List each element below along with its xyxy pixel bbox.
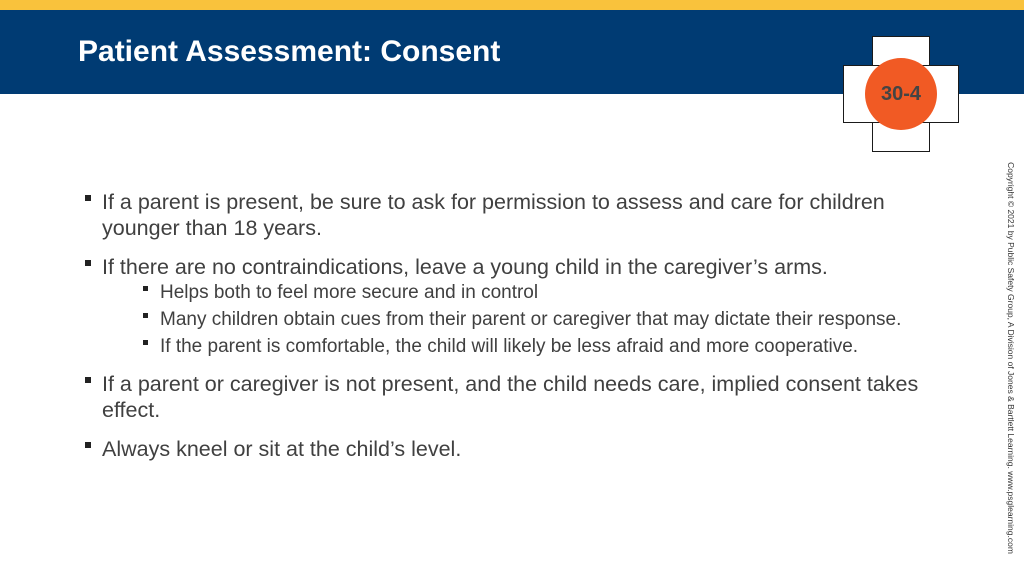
slide-number: 30-4 <box>880 82 922 105</box>
bullet-list <box>82 189 942 475</box>
slide-title: Patient Assessment: Consent <box>78 35 501 68</box>
bullet-text: If a parent or caregiver is not present, and the child needs care, implied consent takes effect. <box>102 372 919 422</box>
sub-bullet-item <box>140 335 942 358</box>
bullet-item <box>82 189 942 241</box>
copyright-notice: Copyright © 2021 by Public Safety Group, A Division of Jones & Bartlett Learning. www.psglearning.com <box>1006 162 1016 554</box>
bullet-item <box>82 436 942 462</box>
bullet-item <box>82 254 942 358</box>
top-accent-stripe <box>0 0 1024 10</box>
medical-cross-icon <box>843 36 959 152</box>
sub-bullet-text: Helps both to feel more secure and in control <box>160 282 539 303</box>
bullet-item <box>82 371 942 423</box>
bullet-text: If a parent is present, be sure to ask for permission to assess and care for children younger than 18 years. <box>102 190 885 240</box>
sub-bullet-item <box>140 308 942 331</box>
sub-bullet-text: If the parent is comfortable, the child will likely be less afraid and more cooperative. <box>160 336 859 357</box>
bullet-text: If there are no contraindications, leave a young child in the caregiver’s arms. <box>102 255 828 279</box>
slide-number-badge <box>865 58 937 130</box>
sub-bullet-text: Many children obtain cues from their parent or caregiver that may dictate their response. <box>160 309 902 330</box>
sub-bullet-list <box>102 281 942 358</box>
bullet-text: Always kneel or sit at the child’s level. <box>102 437 462 461</box>
sub-bullet-item <box>140 281 942 304</box>
